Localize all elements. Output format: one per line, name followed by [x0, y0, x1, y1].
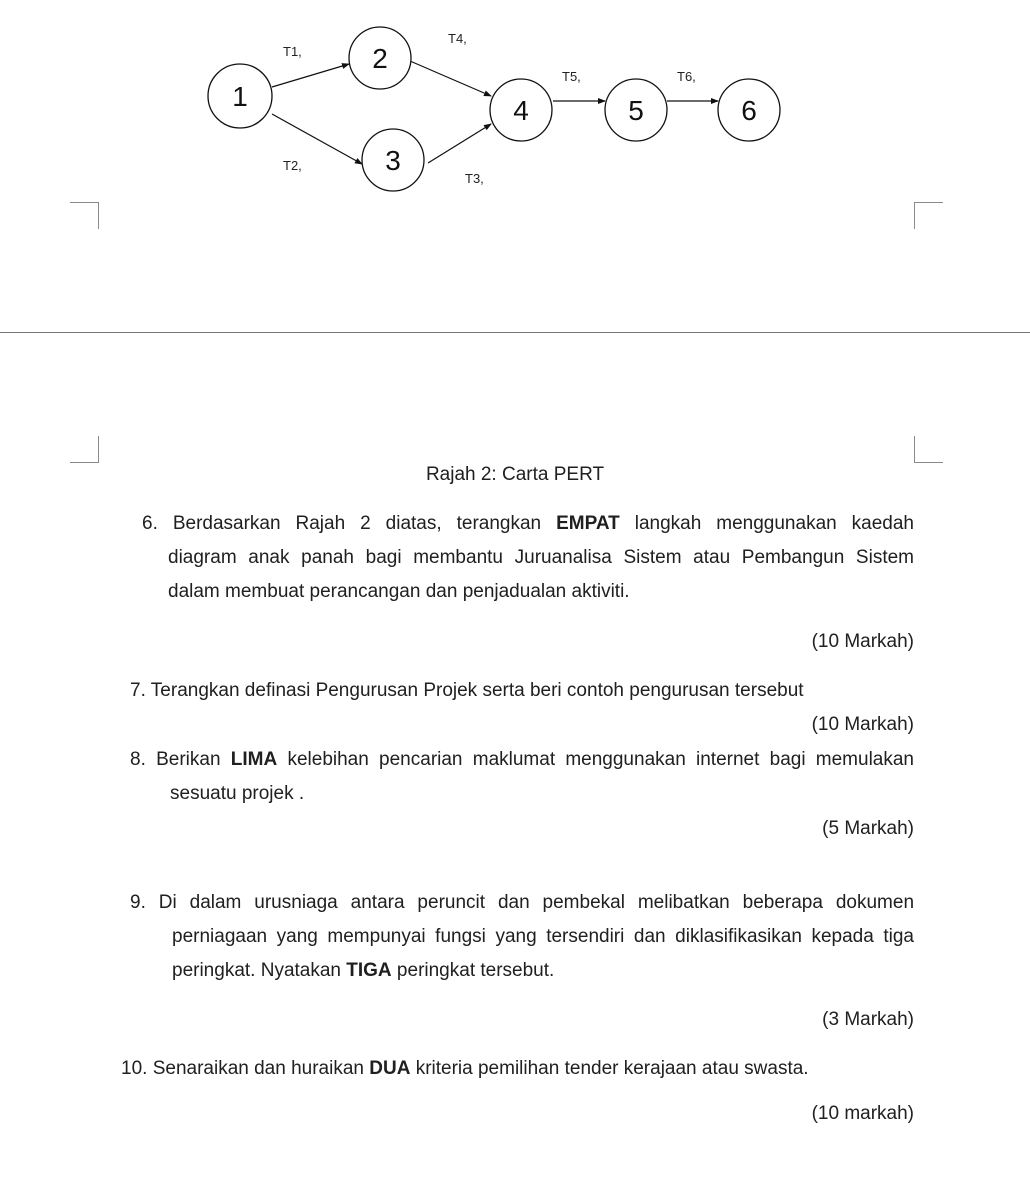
- node-6-label: 6: [741, 95, 757, 126]
- edge-2-4: [410, 61, 491, 96]
- question-text: peringkat. Nyatakan: [172, 960, 347, 981]
- margin-corner-top-left: [70, 202, 99, 229]
- question-text: kriteria pemilihan tender kerajaan atau swasta.: [410, 1058, 809, 1079]
- question-emphasis: EMPAT: [556, 513, 620, 534]
- question-6-line-1: [142, 507, 914, 541]
- question-8: [130, 743, 914, 811]
- node-4-label: 4: [513, 95, 529, 126]
- margin-corner-top-right: [914, 202, 943, 229]
- edge-label-t4: T4,: [448, 31, 467, 46]
- question-6-line-3: dalam membuat perancangan dan penjadualan aktiviti.: [168, 581, 630, 602]
- page-break-line: [0, 332, 1030, 333]
- figure-caption: Rajah 2: Carta PERT: [425, 464, 605, 485]
- question-8-line-2: sesuatu projek .: [170, 783, 305, 804]
- question-text: Senaraikan dan huraikan: [152, 1058, 370, 1079]
- question-text: peringkat tersebut.: [391, 960, 555, 981]
- question-emphasis: DUA: [369, 1058, 411, 1079]
- edge-label-t3: T3,: [465, 171, 484, 186]
- question-9: [130, 886, 914, 988]
- question-6-marks: (10 Markah): [811, 631, 914, 652]
- question-10-marks: (10 markah): [811, 1103, 914, 1124]
- question-9-line-1: [130, 886, 914, 920]
- question-text: Berikan: [156, 749, 231, 770]
- question-8-marks: (5 Markah): [822, 818, 914, 839]
- edge-1-2: [272, 64, 349, 87]
- edge-label-t2: T2,: [283, 158, 302, 173]
- question-9-marks: (3 Markah): [822, 1009, 914, 1030]
- edge-label-t5: T5,: [562, 69, 581, 84]
- question-text: Di dalam urusniaga antara peruncit dan pembekal melibatkan beberapa dokumen: [158, 892, 915, 913]
- question-number: 8.: [130, 749, 146, 770]
- node-1-label: 1: [232, 81, 248, 112]
- edge-label-t1: T1,: [283, 44, 302, 59]
- pert-diagram: [0, 0, 1030, 200]
- edge-1-3: [272, 114, 362, 164]
- edge-label-t6: T6,: [677, 69, 696, 84]
- question-text: kelebihan pencarian maklumat menggunakan internet bagi memulakan: [277, 749, 914, 770]
- question-number: 6.: [142, 513, 158, 534]
- question-7: [130, 674, 914, 708]
- question-9-line-2: perniagaan yang mempunyai fungsi yang tersendiri dan diklasifikasikan kepada tiga: [172, 926, 914, 947]
- question-7-marks: (10 Markah): [811, 714, 914, 735]
- question-emphasis: LIMA: [230, 749, 278, 770]
- node-2-label: 2: [372, 43, 388, 74]
- edge-3-4: [428, 124, 491, 163]
- question-text: langkah menggunakan kaedah: [619, 513, 914, 534]
- question-emphasis: TIGA: [346, 960, 392, 981]
- question-number: 9.: [130, 892, 146, 913]
- node-3-label: 3: [385, 145, 401, 176]
- node-5-label: 5: [628, 95, 644, 126]
- question-text: Terangkan definasi Pengurusan Projek serta beri contoh pengurusan tersebut: [150, 680, 804, 701]
- question-number: 10.: [121, 1058, 148, 1079]
- question-10: [121, 1052, 914, 1086]
- question-text: Berdasarkan Rajah 2 diatas, terangkan: [172, 513, 557, 534]
- question-number: 7.: [130, 680, 146, 701]
- question-6: [142, 507, 914, 609]
- question-9-line-3: [130, 954, 914, 988]
- question-6-line-2: diagram anak panah bagi membantu Juruanalisa Sistem atau Pembangun Sistem: [168, 547, 914, 568]
- question-8-line-1: [130, 743, 914, 777]
